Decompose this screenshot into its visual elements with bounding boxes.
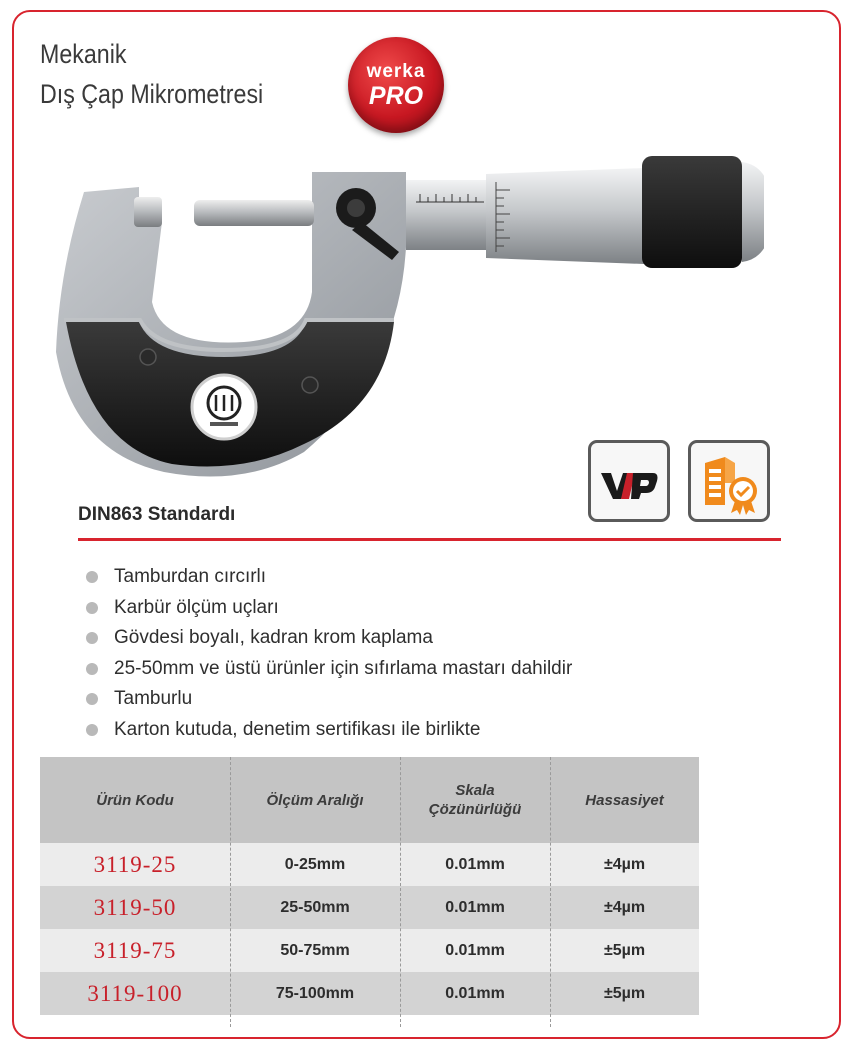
column-divider <box>400 757 401 1027</box>
measuring-range: 75-100mm <box>275 984 355 1002</box>
header-accuracy: Hassasiyet <box>585 791 664 809</box>
column-divider <box>550 757 551 1027</box>
feature-item: Gövdesi boyalı, kadran krom kaplama <box>86 625 572 656</box>
badge-line-1: werka <box>366 61 426 82</box>
feature-item: Karton kutuda, denetim sertifikası ile birlikte <box>86 717 572 748</box>
measuring-range: 25-50mm <box>280 898 350 916</box>
bullet-icon <box>86 632 98 644</box>
bullet-icon <box>86 724 98 736</box>
bullet-icon <box>86 571 98 583</box>
page-title <box>40 34 263 114</box>
scale-resolution: 0.01mm <box>445 941 505 959</box>
product-code: 3119-50 <box>93 894 177 920</box>
product-table <box>40 757 699 1015</box>
column-divider <box>230 757 231 1027</box>
product-card <box>12 10 841 1039</box>
product-code: 3119-75 <box>93 937 177 963</box>
wp-logo-icon <box>588 440 670 522</box>
feature-item: Karbür ölçüm uçları <box>86 595 572 626</box>
micrometer-image <box>44 152 764 482</box>
accuracy: ±4µm <box>603 855 646 873</box>
title-line-2: Dış Çap Mikrometresi <box>40 79 264 109</box>
product-code: 3119-100 <box>87 980 183 1006</box>
accuracy: ±5µm <box>603 984 646 1002</box>
table-row <box>40 972 699 1015</box>
table-row <box>40 886 699 929</box>
accuracy: ±5µm <box>603 941 646 959</box>
measuring-range: 0-25mm <box>284 855 346 873</box>
bullet-icon <box>86 602 98 614</box>
badge-line-2: PRO <box>368 82 424 110</box>
table-row <box>40 929 699 972</box>
scale-resolution: 0.01mm <box>445 984 505 1002</box>
measuring-range: 50-75mm <box>280 941 350 959</box>
feature-list <box>86 564 572 747</box>
scale-resolution: 0.01mm <box>445 855 505 873</box>
werka-pro-badge <box>348 37 444 133</box>
header-measuring-range: Ölçüm Aralığı <box>266 791 364 809</box>
standard-heading: DIN863 Standardı <box>78 504 236 525</box>
scale-resolution: 0.01mm <box>445 898 505 916</box>
header-product-code: Ürün Kodu <box>96 791 174 809</box>
title-line-1: Mekanik <box>40 39 127 69</box>
accuracy: ±4µm <box>603 898 646 916</box>
table-row <box>40 843 699 886</box>
feature-item: Tamburdan cırcırlı <box>86 564 572 595</box>
feature-item: Tamburlu <box>86 686 572 717</box>
feature-item: 25-50mm ve üstü ürünler için sıfırlama mastarı dahildir <box>86 656 572 687</box>
product-code: 3119-25 <box>93 851 177 877</box>
bullet-icon <box>86 693 98 705</box>
header-scale-resolution: Skala Çözünürlüğü <box>428 782 522 818</box>
bullet-icon <box>86 663 98 675</box>
certificate-icon <box>688 440 770 522</box>
table-header <box>40 757 699 843</box>
heading-divider <box>78 538 781 541</box>
